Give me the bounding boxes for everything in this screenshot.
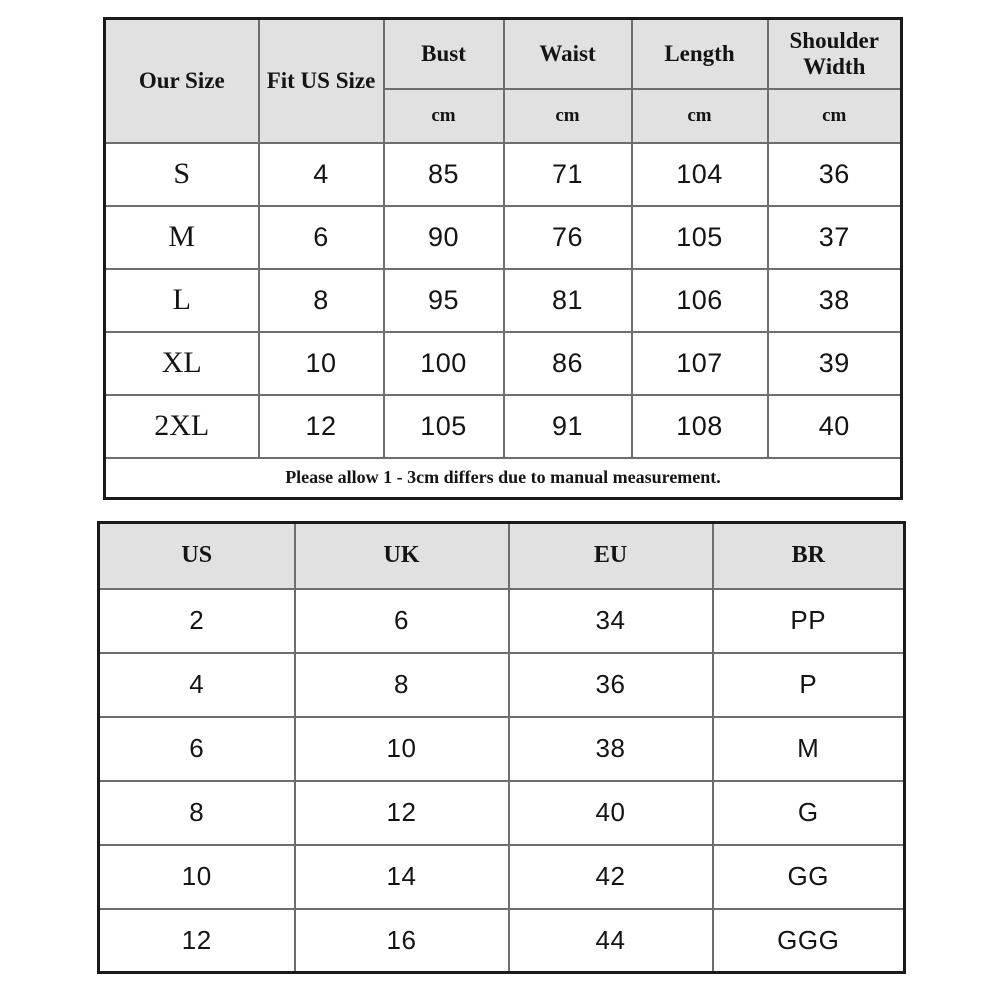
us-value: 4	[99, 653, 295, 717]
us-value: 10	[99, 845, 295, 909]
br-value: M	[713, 717, 905, 781]
shoulder-width-value: 37	[768, 206, 902, 269]
eu-value: 40	[509, 781, 713, 845]
eu-header: EU	[509, 523, 713, 589]
eu-value: 34	[509, 589, 713, 653]
table-row	[105, 206, 902, 269]
our-size-value: L	[105, 269, 259, 332]
br-value: PP	[713, 589, 905, 653]
bust-value: 105	[384, 395, 504, 458]
size-measurement-table	[103, 17, 903, 500]
bust-unit-label: cm	[384, 89, 504, 143]
uk-value: 10	[295, 717, 509, 781]
note-row	[105, 458, 902, 499]
table-row	[99, 653, 905, 717]
br-value: GGG	[713, 909, 905, 973]
br-header: BR	[713, 523, 905, 589]
waist-value: 76	[504, 206, 632, 269]
table-row	[105, 395, 902, 458]
table-row	[99, 909, 905, 973]
length-value: 107	[632, 332, 768, 395]
our-size-value: XL	[105, 332, 259, 395]
length-value: 108	[632, 395, 768, 458]
shoulder-width-unit-label: cm	[768, 89, 902, 143]
size-conversion-table	[97, 521, 906, 974]
uk-value: 12	[295, 781, 509, 845]
length-header: Length	[632, 19, 768, 89]
bust-value: 95	[384, 269, 504, 332]
fit-us-size-value: 12	[259, 395, 384, 458]
eu-value: 38	[509, 717, 713, 781]
uk-value: 6	[295, 589, 509, 653]
table-row	[99, 717, 905, 781]
fit-us-size-value: 6	[259, 206, 384, 269]
our-size-header: Our Size	[105, 19, 259, 143]
us-header: US	[99, 523, 295, 589]
br-value: G	[713, 781, 905, 845]
fit-us-size-value: 4	[259, 143, 384, 206]
us-value: 2	[99, 589, 295, 653]
shoulder-width-value: 38	[768, 269, 902, 332]
eu-value: 36	[509, 653, 713, 717]
br-value: GG	[713, 845, 905, 909]
br-value: P	[713, 653, 905, 717]
length-value: 104	[632, 143, 768, 206]
our-size-value: S	[105, 143, 259, 206]
bust-value: 85	[384, 143, 504, 206]
table-row	[105, 269, 902, 332]
waist-header: Waist	[504, 19, 632, 89]
fit-us-size-value: 10	[259, 332, 384, 395]
conversion-header-row	[99, 523, 905, 589]
our-size-value: 2XL	[105, 395, 259, 458]
shoulder-width-header: Shoulder Width	[768, 19, 902, 89]
uk-value: 14	[295, 845, 509, 909]
table-row	[99, 589, 905, 653]
length-unit-label: cm	[632, 89, 768, 143]
us-value: 12	[99, 909, 295, 973]
us-value: 8	[99, 781, 295, 845]
waist-unit-label: cm	[504, 89, 632, 143]
uk-value: 16	[295, 909, 509, 973]
measurement-note: Please allow 1 - 3cm differs due to manual measurement.	[105, 458, 902, 499]
shoulder-width-value: 40	[768, 395, 902, 458]
waist-value: 91	[504, 395, 632, 458]
eu-value: 42	[509, 845, 713, 909]
length-value: 105	[632, 206, 768, 269]
uk-header: UK	[295, 523, 509, 589]
waist-value: 86	[504, 332, 632, 395]
shoulder-width-value: 39	[768, 332, 902, 395]
uk-value: 8	[295, 653, 509, 717]
bust-value: 100	[384, 332, 504, 395]
us-value: 6	[99, 717, 295, 781]
fit-us-size-header: Fit US Size	[259, 19, 384, 143]
bust-value: 90	[384, 206, 504, 269]
table-row	[99, 845, 905, 909]
eu-value: 44	[509, 909, 713, 973]
length-value: 106	[632, 269, 768, 332]
fit-us-size-value: 8	[259, 269, 384, 332]
our-size-value: M	[105, 206, 259, 269]
table-row	[99, 781, 905, 845]
waist-value: 81	[504, 269, 632, 332]
shoulder-width-value: 36	[768, 143, 902, 206]
table-row	[105, 332, 902, 395]
table-row	[105, 143, 902, 206]
waist-value: 71	[504, 143, 632, 206]
bust-header: Bust	[384, 19, 504, 89]
measurement-header-row	[105, 19, 902, 89]
